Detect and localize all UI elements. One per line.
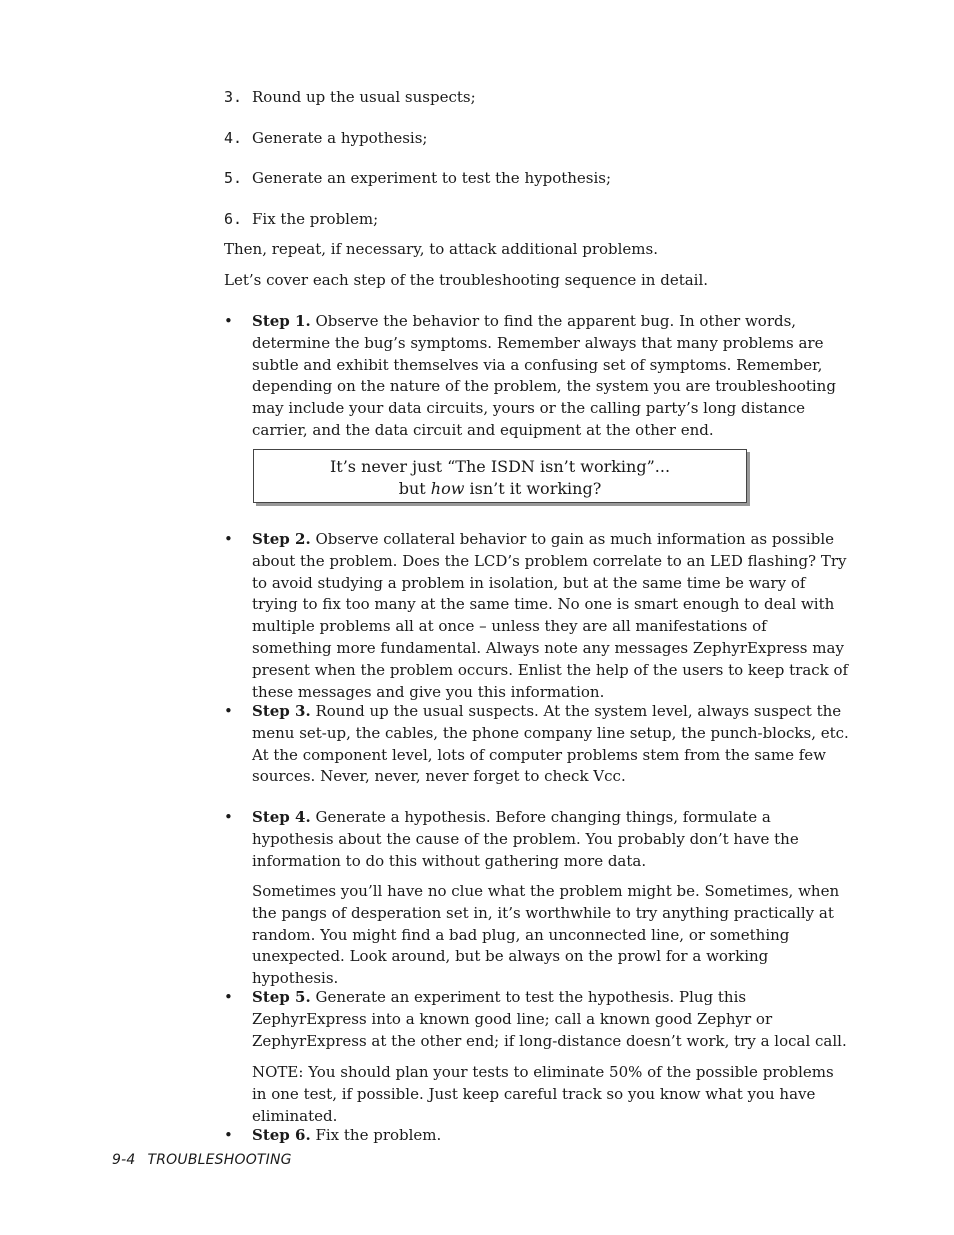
section-name: TROUBLESHOOTING: [147, 1152, 292, 1168]
numbered-item-6: [224, 209, 378, 229]
step-label: Step 1.: [252, 312, 311, 330]
cover-paragraph: Let’s cover each step of the troubleshooting sequence in detail.: [224, 271, 709, 289]
step-2-item: [224, 529, 850, 703]
item-number: 6.: [224, 210, 243, 228]
step-label: Step 4.: [252, 808, 311, 826]
step-5-item: [224, 987, 850, 1052]
numbered-item-4: [224, 128, 427, 148]
item-number: 3.: [224, 88, 243, 106]
step-4-followup: Sometimes you’ll have no clue what the problem might be. Sometimes, when the pangs of desperation set in, it’s worthwhile to try anything practically at random. You might find a bad plug, an unconnected line, or something unexpected. Look around, but be always on the prowl for a working hypothesis.: [252, 882, 840, 988]
callout-line-2-pre: but: [398, 479, 431, 498]
bullet-glyph: •: [224, 1126, 233, 1144]
numbered-item-3: [224, 87, 476, 107]
step-text: Fix the problem.: [310, 1126, 442, 1144]
bullet-glyph: •: [224, 702, 233, 720]
numbered-item-5: [224, 168, 611, 188]
item-number: 4.: [224, 129, 243, 147]
step-label: Step 6.: [252, 1126, 311, 1144]
repeat-paragraph: Then, repeat, if necessary, to attack additional problems.: [224, 240, 658, 258]
callout-box: [253, 449, 747, 503]
item-text: Generate a hypothesis;: [252, 129, 428, 147]
step-label: Step 2.: [252, 530, 311, 548]
callout-line-2: [254, 478, 746, 500]
callout-emphasis: how: [430, 479, 465, 498]
step-text: Observe the behavior to find the apparent bug. In other words, determine the bug’s symptoms. Remember always that many problems are subtle and exhibit themselves via a confusing set of symptoms. Remember, depending on the nature of the problem, the system you are troubleshooting may include your data circuits, yours or the calling party’s long distance carrier, and the data circuit and equipment at the other end.: [252, 312, 836, 439]
item-number: 5.: [224, 169, 243, 187]
item-text: Generate an experiment to test the hypothesis;: [252, 169, 612, 187]
step-4-item: [224, 807, 850, 872]
callout-line-2-post: isn’t it working?: [464, 479, 602, 498]
step-text: Generate an experiment to test the hypothesis. Plug this ZephyrExpress into a known good line; call a known good Zephyr or ZephyrExpress at the other end; if long-distance doesn’t work, try a local call.: [252, 988, 847, 1050]
step-6-item: [224, 1125, 850, 1147]
page-number: 9-4: [112, 1152, 136, 1168]
callout-line-1: It’s never just “The ISDN isn’t working”...: [329, 457, 671, 476]
bullet-glyph: •: [224, 808, 233, 826]
item-text: Fix the problem;: [252, 210, 379, 228]
bullet-glyph: •: [224, 312, 233, 330]
step-5-note: NOTE: You should plan your tests to eliminate 50% of the possible problems in one test, if possible. Just keep careful track so you know what you have eliminated.: [252, 1063, 834, 1125]
step-text: Observe collateral behavior to gain as much information as possible about the problem. Does the LCD’s problem correlate to an LED flashing? Try to avoid studying a problem in isolation, but at the same time be wary of trying to fix too many at the same time. No one is smart enough to deal with multiple problems all at once – unless they are all manifestations of something more fundamental. Always note any messages ZephyrExpress may present when the problem occurs. Enlist the help of the users to keep track of these messages and give you this information.: [252, 530, 849, 701]
step-1-item: [224, 311, 850, 442]
step-label: Step 5.: [252, 988, 311, 1006]
item-text: Round up the usual suspects;: [252, 88, 476, 106]
bullet-glyph: •: [224, 988, 233, 1006]
step-text: Generate a hypothesis. Before changing things, formulate a hypothesis about the cause of the problem. You probably don’t have the information to do this without gathering more data.: [252, 808, 799, 870]
step-3-item: [224, 701, 850, 788]
step-label: Step 3.: [252, 702, 311, 720]
page-footer: [112, 1152, 292, 1168]
step-text: Round up the usual suspects. At the system level, always suspect the menu set-up, the cables, the phone company line setup, the punch-blocks, etc. At the component level, lots of computer problems stem from the same few sources. Never, never, never forget to check Vcc.: [252, 702, 849, 786]
bullet-glyph: •: [224, 530, 233, 548]
